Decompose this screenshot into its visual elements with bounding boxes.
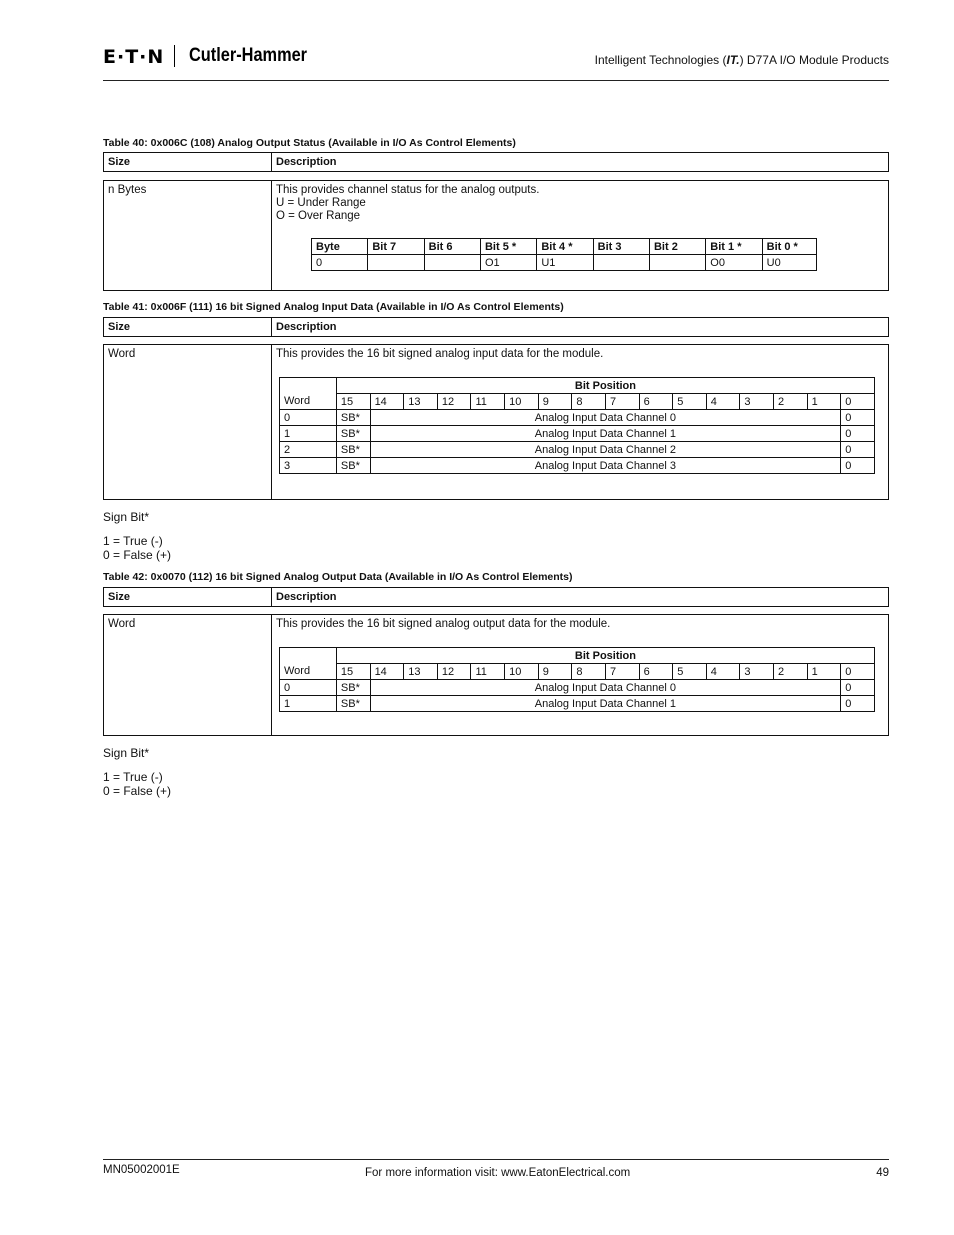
bit0-cell: 0 [841, 442, 875, 458]
bit-header: 10 [505, 664, 539, 680]
bit-header: 2 [774, 664, 808, 680]
word-cell: 0 [280, 410, 337, 426]
table-header-cell: Bit 0 * [762, 239, 816, 255]
sign-bit-cell: SB* [336, 458, 370, 474]
document-number: MN05002001E [103, 1164, 180, 1176]
bit-header: 8 [572, 394, 606, 410]
table41-bit-table [279, 377, 875, 474]
bit0-cell: 0 [841, 696, 875, 712]
table41-size-cell: Word [104, 345, 272, 499]
word-header: Word [280, 664, 337, 680]
table-header-cell: Bit 1 * [706, 239, 762, 255]
table-cell: 0 [312, 255, 368, 271]
table40-desc-line: U = Under Range [276, 197, 366, 209]
table40-bit-header-row [312, 239, 817, 255]
table-cell: O1 [480, 255, 536, 271]
table40-bit-table [311, 238, 817, 271]
note-title: Sign Bit* [103, 510, 150, 524]
table-header-cell: Byte [312, 239, 368, 255]
bit-header: 5 [673, 394, 707, 410]
table-row [280, 426, 875, 442]
footer-info: For more information visit: www.EatonElectrical.com [365, 1167, 631, 1179]
sign-bit-cell: SB* [336, 696, 370, 712]
channel-cell: Analog Input Data Channel 0 [370, 680, 841, 696]
bit-header: 7 [605, 394, 639, 410]
bit-header: 5 [673, 664, 707, 680]
bit-header: 3 [740, 394, 774, 410]
bit-header: 9 [538, 664, 572, 680]
table40-desc-line: This provides channel status for the analog outputs. [276, 184, 540, 196]
table-header-cell: Bit 7 [368, 239, 424, 255]
table40-header-row [103, 152, 889, 172]
table42-description-header: Description [276, 591, 337, 603]
bit-header: 4 [706, 394, 740, 410]
note-line: 0 = False (+) [103, 784, 172, 798]
table-cell [649, 255, 705, 271]
page-number: 49 [876, 1167, 889, 1179]
table-cell [593, 255, 649, 271]
note-line: 1 = True (-) [103, 534, 163, 548]
sign-bit-cell: SB* [336, 680, 370, 696]
note-line: 0 = False (+) [103, 548, 172, 562]
bit-header: 4 [706, 664, 740, 680]
table-cell [368, 255, 424, 271]
table41-description-header: Description [276, 321, 337, 333]
table41-header-row [103, 317, 889, 337]
word-header: Word [280, 394, 337, 410]
table40-caption: Table 40: 0x006C (108) Analog Output Status (Available in I/O As Control Elements) [103, 137, 516, 149]
bit-position-header: Bit Position [336, 648, 874, 664]
word-cell: 1 [280, 426, 337, 442]
table-row [280, 410, 875, 426]
logo-divider [174, 45, 175, 67]
table-cell [280, 378, 337, 394]
bit0-cell: 0 [841, 426, 875, 442]
bit-header: 3 [740, 664, 774, 680]
table40-desc-line: O = Over Range [276, 210, 361, 222]
note-title: Sign Bit* [103, 746, 150, 760]
channel-cell: Analog Input Data Channel 1 [370, 426, 841, 442]
sign-bit-cell: SB* [336, 426, 370, 442]
table-cell: U0 [762, 255, 816, 271]
table42-bits-row [280, 664, 875, 680]
bit-header: 10 [505, 394, 539, 410]
bit-header: 6 [639, 394, 673, 410]
bit-header: 6 [639, 664, 673, 680]
bit-header: 12 [437, 664, 471, 680]
table40-body-row [103, 180, 889, 291]
bit-header: 14 [370, 394, 404, 410]
bit-header: 2 [774, 394, 808, 410]
bit-header: 8 [572, 664, 606, 680]
table42-description-cell: This provides the 16 bit signed analog output data for the module. [276, 618, 611, 630]
table41-caption: Table 41: 0x006F (111) 16 bit Signed Analog Input Data (Available in I/O As Control Elements) [103, 301, 564, 313]
table-header-cell: Bit 4 * [537, 239, 593, 255]
brand-name: Cutler-Hammer [189, 45, 308, 66]
table42-header-row [103, 587, 889, 607]
bit-header: 1 [807, 394, 841, 410]
bit-header: 13 [404, 664, 438, 680]
eaton-logo: E·T·N [103, 46, 165, 68]
table42-size-header: Size [104, 588, 272, 606]
word-cell: 0 [280, 680, 337, 696]
bit-header: 7 [605, 664, 639, 680]
table42-bitpos-row [280, 648, 875, 664]
sign-bit-note [103, 746, 171, 798]
bit-header: 15 [336, 394, 370, 410]
word-cell: 1 [280, 696, 337, 712]
bit0-cell: 0 [841, 410, 875, 426]
page-footer [103, 1159, 889, 1179]
bit-header: 9 [538, 394, 572, 410]
table-header-cell: Bit 5 * [480, 239, 536, 255]
channel-cell: Analog Input Data Channel 1 [370, 696, 841, 712]
bit-header: 11 [471, 664, 505, 680]
bit-header: 15 [336, 664, 370, 680]
table-cell [424, 255, 480, 271]
table-cell [280, 648, 337, 664]
sign-bit-cell: SB* [336, 442, 370, 458]
word-cell: 3 [280, 458, 337, 474]
table-cell: U1 [537, 255, 593, 271]
sign-bit-cell: SB* [336, 410, 370, 426]
table-row [280, 696, 875, 712]
bit-header: 0 [841, 394, 875, 410]
table-row [280, 680, 875, 696]
table-row [312, 255, 817, 271]
sign-bit-note [103, 510, 171, 562]
bit-header: 14 [370, 664, 404, 680]
page-header [103, 40, 889, 81]
table42-size-cell: Word [104, 615, 272, 735]
bit-header: 12 [437, 394, 471, 410]
table-header-cell: Bit 3 [593, 239, 649, 255]
table-header-cell: Bit 2 [649, 239, 705, 255]
bit-position-header: Bit Position [336, 378, 874, 394]
channel-cell: Analog Input Data Channel 0 [370, 410, 841, 426]
word-cell: 2 [280, 442, 337, 458]
bit-header: 0 [841, 664, 875, 680]
bit-header: 13 [404, 394, 438, 410]
table40-size-header: Size [104, 153, 272, 171]
table41-description-cell: This provides the 16 bit signed analog input data for the module. [276, 348, 604, 360]
table42-caption: Table 42: 0x0070 (112) 16 bit Signed Analog Output Data (Available in I/O As Control Elements) [103, 571, 573, 583]
table-header-cell: Bit 6 [424, 239, 480, 255]
bit0-cell: 0 [841, 458, 875, 474]
bit-header: 11 [471, 394, 505, 410]
table-cell: O0 [706, 255, 762, 271]
document-title: Intelligent Technologies (IT.) D77A I/O Module Products [594, 53, 889, 67]
table41-bitpos-row [280, 378, 875, 394]
channel-cell: Analog Input Data Channel 2 [370, 442, 841, 458]
table40-description-header: Description [276, 156, 337, 168]
table40-size-cell: n Bytes [104, 181, 272, 290]
table-row [280, 458, 875, 474]
bit-header: 1 [807, 664, 841, 680]
bit0-cell: 0 [841, 680, 875, 696]
table41-bits-row [280, 394, 875, 410]
table-row [280, 442, 875, 458]
table41-size-header: Size [104, 318, 272, 336]
note-line: 1 = True (-) [103, 770, 163, 784]
channel-cell: Analog Input Data Channel 3 [370, 458, 841, 474]
table42-bit-table [279, 647, 875, 712]
